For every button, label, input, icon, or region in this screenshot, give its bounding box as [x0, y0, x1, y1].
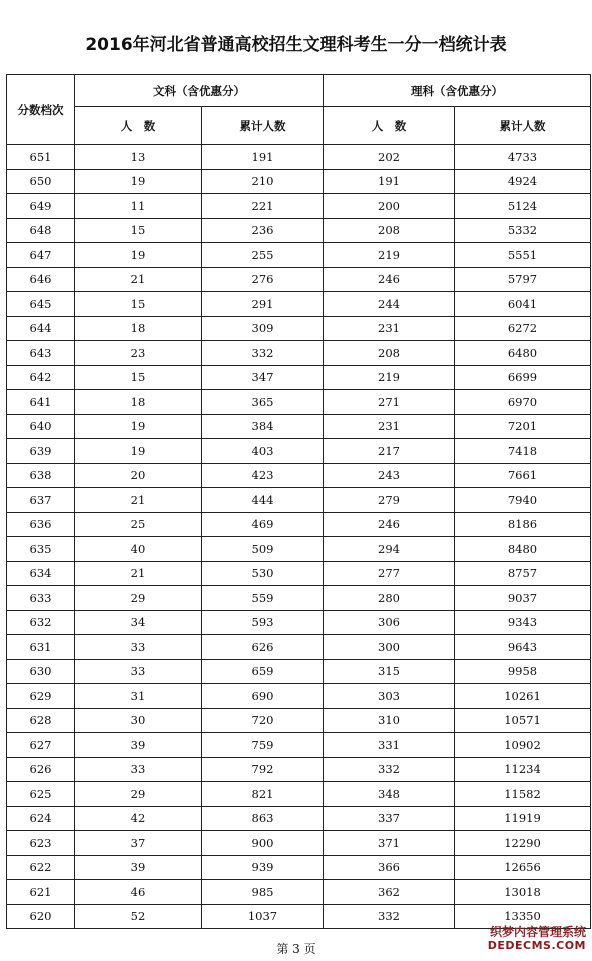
arts-cumulative-cell: 593 — [202, 610, 324, 635]
arts-cumulative-cell: 626 — [202, 635, 324, 660]
science-cumulative-cell: 12290 — [455, 831, 591, 856]
arts-count-cell: 19 — [75, 439, 202, 464]
score-cell: 622 — [7, 855, 75, 880]
arts-count-cell: 19 — [75, 414, 202, 439]
arts-count-cell: 33 — [75, 659, 202, 684]
science-cumulative-cell: 11919 — [455, 806, 591, 831]
science-cumulative-cell: 13018 — [455, 880, 591, 905]
score-cell: 647 — [7, 243, 75, 268]
science-cumulative-cell: 10261 — [455, 684, 591, 709]
science-count-cell: 371 — [324, 831, 455, 856]
watermark-line1: 织梦内容管理系统 — [489, 925, 586, 939]
table-row — [7, 561, 591, 586]
science-count-cell: 310 — [324, 708, 455, 733]
table-row — [7, 733, 591, 758]
score-cell: 627 — [7, 733, 75, 758]
arts-count-cell: 40 — [75, 537, 202, 562]
science-group-header: 理科（含优惠分） — [324, 75, 591, 107]
arts-cumulative-cell: 221 — [202, 194, 324, 219]
science-count-cell: 246 — [324, 267, 455, 292]
arts-cumulative-cell: 403 — [202, 439, 324, 464]
arts-count-header: 人 数 — [75, 107, 202, 145]
score-cell: 629 — [7, 684, 75, 709]
arts-count-cell: 42 — [75, 806, 202, 831]
science-cumulative-cell: 8186 — [455, 512, 591, 537]
table-row — [7, 488, 591, 513]
science-count-cell: 200 — [324, 194, 455, 219]
arts-cumulative-cell: 821 — [202, 782, 324, 807]
science-count-cell: 277 — [324, 561, 455, 586]
arts-count-cell: 39 — [75, 855, 202, 880]
arts-cumulative-cell: 985 — [202, 880, 324, 905]
science-cumulative-cell: 6699 — [455, 365, 591, 390]
score-cell: 641 — [7, 390, 75, 415]
arts-cumulative-cell: 469 — [202, 512, 324, 537]
science-count-cell: 300 — [324, 635, 455, 660]
science-cumulative-cell: 8480 — [455, 537, 591, 562]
arts-group-header: 文科（含优惠分） — [75, 75, 324, 107]
arts-count-cell: 19 — [75, 243, 202, 268]
arts-cumulative-cell: 332 — [202, 341, 324, 366]
arts-cumulative-cell: 509 — [202, 537, 324, 562]
arts-count-cell: 15 — [75, 218, 202, 243]
science-cumulative-cell: 12656 — [455, 855, 591, 880]
science-cumulative-cell: 4733 — [455, 145, 591, 170]
science-cumulative-cell: 7418 — [455, 439, 591, 464]
score-cell: 645 — [7, 292, 75, 317]
table-row — [7, 806, 591, 831]
table-header-row-sub — [7, 107, 591, 145]
arts-count-cell: 33 — [75, 635, 202, 660]
arts-count-cell: 20 — [75, 463, 202, 488]
science-count-cell: 244 — [324, 292, 455, 317]
arts-cumulative-header: 累计人数 — [202, 107, 324, 145]
score-cell: 626 — [7, 757, 75, 782]
science-cumulative-cell: 7940 — [455, 488, 591, 513]
science-cumulative-cell: 5797 — [455, 267, 591, 292]
table-row — [7, 390, 591, 415]
science-cumulative-cell: 6272 — [455, 316, 591, 341]
science-cumulative-cell: 11234 — [455, 757, 591, 782]
science-count-cell: 294 — [324, 537, 455, 562]
science-count-cell: 348 — [324, 782, 455, 807]
arts-cumulative-cell: 444 — [202, 488, 324, 513]
science-count-cell: 332 — [324, 904, 455, 929]
score-cell: 630 — [7, 659, 75, 684]
science-cumulative-cell: 7201 — [455, 414, 591, 439]
science-cumulative-cell: 9958 — [455, 659, 591, 684]
science-count-cell: 280 — [324, 586, 455, 611]
science-cumulative-cell: 6970 — [455, 390, 591, 415]
arts-cumulative-cell: 690 — [202, 684, 324, 709]
science-cumulative-cell: 11582 — [455, 782, 591, 807]
science-count-cell: 279 — [324, 488, 455, 513]
science-count-cell: 271 — [324, 390, 455, 415]
arts-cumulative-cell: 792 — [202, 757, 324, 782]
score-cell: 637 — [7, 488, 75, 513]
score-cell: 634 — [7, 561, 75, 586]
table-row — [7, 414, 591, 439]
score-column-header: 分数档次 — [7, 75, 75, 145]
science-cumulative-cell: 9037 — [455, 586, 591, 611]
arts-count-cell: 11 — [75, 194, 202, 219]
arts-cumulative-cell: 720 — [202, 708, 324, 733]
table-row — [7, 316, 591, 341]
science-count-cell: 246 — [324, 512, 455, 537]
arts-cumulative-cell: 900 — [202, 831, 324, 856]
arts-count-cell: 46 — [75, 880, 202, 905]
score-cell: 640 — [7, 414, 75, 439]
science-count-cell: 217 — [324, 439, 455, 464]
arts-cumulative-cell: 236 — [202, 218, 324, 243]
watermark-line2: DEDECMS.COM — [487, 939, 586, 952]
arts-cumulative-cell: 291 — [202, 292, 324, 317]
score-cell: 625 — [7, 782, 75, 807]
science-cumulative-cell: 9643 — [455, 635, 591, 660]
score-cell: 636 — [7, 512, 75, 537]
arts-count-cell: 30 — [75, 708, 202, 733]
science-cumulative-cell: 9343 — [455, 610, 591, 635]
arts-count-cell: 18 — [75, 316, 202, 341]
arts-count-cell: 13 — [75, 145, 202, 170]
science-count-header: 人 数 — [324, 107, 455, 145]
science-count-cell: 362 — [324, 880, 455, 905]
arts-cumulative-cell: 863 — [202, 806, 324, 831]
table-row — [7, 635, 591, 660]
score-cell: 628 — [7, 708, 75, 733]
arts-count-cell: 34 — [75, 610, 202, 635]
table-row — [7, 267, 591, 292]
science-cumulative-cell: 8757 — [455, 561, 591, 586]
science-cumulative-cell: 5124 — [455, 194, 591, 219]
arts-count-cell: 33 — [75, 757, 202, 782]
score-cell: 646 — [7, 267, 75, 292]
arts-count-cell: 31 — [75, 684, 202, 709]
science-count-cell: 315 — [324, 659, 455, 684]
table-row — [7, 145, 591, 170]
score-cell: 623 — [7, 831, 75, 856]
score-cell: 644 — [7, 316, 75, 341]
table-row — [7, 831, 591, 856]
document-title: 2016年河北省普通高校招生文理科考生一分一档统计表 — [85, 35, 507, 55]
table-header-row-group — [7, 75, 591, 107]
table-row — [7, 243, 591, 268]
science-count-cell: 243 — [324, 463, 455, 488]
arts-cumulative-cell: 939 — [202, 855, 324, 880]
arts-cumulative-cell: 255 — [202, 243, 324, 268]
table-row — [7, 341, 591, 366]
arts-count-cell: 21 — [75, 488, 202, 513]
score-cell: 633 — [7, 586, 75, 611]
arts-count-cell: 39 — [75, 733, 202, 758]
table-row — [7, 586, 591, 611]
table-row — [7, 463, 591, 488]
score-cell: 648 — [7, 218, 75, 243]
score-cell: 642 — [7, 365, 75, 390]
table-row — [7, 512, 591, 537]
score-cell: 651 — [7, 145, 75, 170]
science-count-cell: 231 — [324, 316, 455, 341]
arts-cumulative-cell: 365 — [202, 390, 324, 415]
score-cell: 639 — [7, 439, 75, 464]
arts-count-cell: 15 — [75, 365, 202, 390]
science-count-cell: 202 — [324, 145, 455, 170]
arts-cumulative-cell: 309 — [202, 316, 324, 341]
science-cumulative-cell: 6041 — [455, 292, 591, 317]
science-count-cell: 337 — [324, 806, 455, 831]
score-cell: 620 — [7, 904, 75, 929]
science-count-cell: 208 — [324, 341, 455, 366]
arts-count-cell: 52 — [75, 904, 202, 929]
table-row — [7, 218, 591, 243]
science-count-cell: 191 — [324, 169, 455, 194]
arts-count-cell: 15 — [75, 292, 202, 317]
table-row — [7, 537, 591, 562]
arts-count-cell: 21 — [75, 267, 202, 292]
table-row — [7, 610, 591, 635]
arts-cumulative-cell: 276 — [202, 267, 324, 292]
science-cumulative-cell: 4924 — [455, 169, 591, 194]
science-cumulative-cell: 6480 — [455, 341, 591, 366]
science-cumulative-cell: 10902 — [455, 733, 591, 758]
arts-cumulative-cell: 347 — [202, 365, 324, 390]
page-number: 第 3 页 — [276, 942, 316, 956]
science-cumulative-cell: 7661 — [455, 463, 591, 488]
arts-count-cell: 29 — [75, 782, 202, 807]
science-cumulative-cell: 5332 — [455, 218, 591, 243]
score-cell: 638 — [7, 463, 75, 488]
science-count-cell: 366 — [324, 855, 455, 880]
score-cell: 621 — [7, 880, 75, 905]
table-row — [7, 194, 591, 219]
arts-cumulative-cell: 423 — [202, 463, 324, 488]
science-count-cell: 219 — [324, 365, 455, 390]
arts-cumulative-cell: 210 — [202, 169, 324, 194]
table-row — [7, 708, 591, 733]
table-row — [7, 782, 591, 807]
table-row — [7, 684, 591, 709]
table-row — [7, 855, 591, 880]
science-cumulative-header: 累计人数 — [455, 107, 591, 145]
arts-cumulative-cell: 759 — [202, 733, 324, 758]
table-row — [7, 292, 591, 317]
science-count-cell: 208 — [324, 218, 455, 243]
arts-cumulative-cell: 1037 — [202, 904, 324, 929]
table-body — [7, 145, 591, 929]
science-cumulative-cell: 5551 — [455, 243, 591, 268]
science-count-cell: 331 — [324, 733, 455, 758]
science-count-cell: 231 — [324, 414, 455, 439]
arts-count-cell: 37 — [75, 831, 202, 856]
score-cell: 650 — [7, 169, 75, 194]
score-cell: 649 — [7, 194, 75, 219]
table-row — [7, 439, 591, 464]
science-cumulative-cell: 10571 — [455, 708, 591, 733]
science-count-cell: 332 — [324, 757, 455, 782]
table-row — [7, 757, 591, 782]
arts-cumulative-cell: 384 — [202, 414, 324, 439]
arts-count-cell: 23 — [75, 341, 202, 366]
arts-cumulative-cell: 659 — [202, 659, 324, 684]
score-cell: 643 — [7, 341, 75, 366]
arts-count-cell: 18 — [75, 390, 202, 415]
arts-cumulative-cell: 191 — [202, 145, 324, 170]
table-row — [7, 659, 591, 684]
science-count-cell: 303 — [324, 684, 455, 709]
table-row — [7, 880, 591, 905]
score-cell: 632 — [7, 610, 75, 635]
arts-cumulative-cell: 530 — [202, 561, 324, 586]
arts-count-cell: 21 — [75, 561, 202, 586]
table-row — [7, 169, 591, 194]
science-count-cell: 219 — [324, 243, 455, 268]
score-cell: 635 — [7, 537, 75, 562]
science-cumulative-cell: 13350 — [455, 904, 591, 929]
arts-count-cell: 29 — [75, 586, 202, 611]
table-row — [7, 365, 591, 390]
arts-count-cell: 19 — [75, 169, 202, 194]
score-cell: 624 — [7, 806, 75, 831]
score-distribution-table — [6, 74, 591, 929]
science-count-cell: 306 — [324, 610, 455, 635]
arts-cumulative-cell: 559 — [202, 586, 324, 611]
score-cell: 631 — [7, 635, 75, 660]
arts-count-cell: 25 — [75, 512, 202, 537]
